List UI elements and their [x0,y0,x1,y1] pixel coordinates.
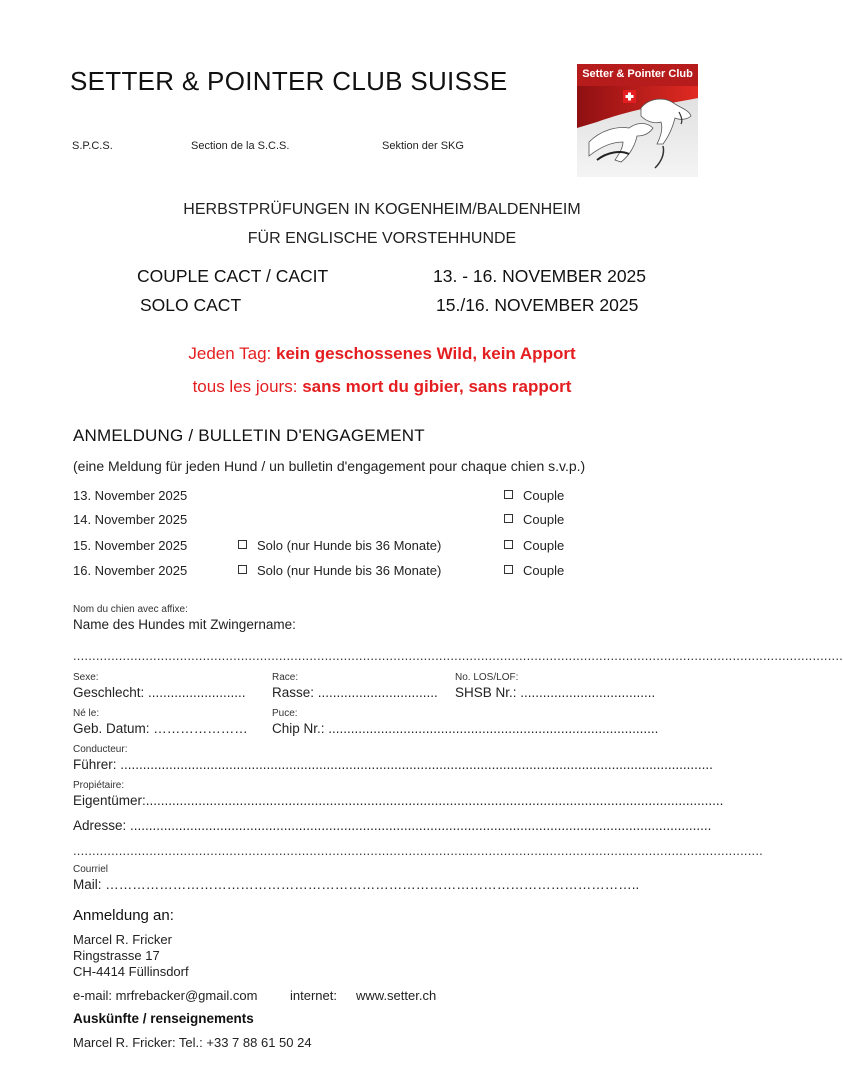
contact-street: Ringstrasse 17 [73,948,160,963]
driver-field[interactable]: Führer: .............................................................................................................................................................. [73,757,713,772]
born-label-fr: Né le: [73,708,100,719]
contact-city: CH-4414 Füllinsdorf [73,964,189,979]
checkbox-icon[interactable] [504,565,513,574]
couple-option-14[interactable] [504,512,564,527]
couple-option-13[interactable] [504,488,564,503]
day-date-13: 13. November 2025 [73,488,188,503]
address-field-line2[interactable]: ..................................................................................................................................................................................... [73,843,763,858]
event-title-line2: FÜR ENGLISCHE VORSTEHHUNDE [247,230,517,247]
couple-label: COUPLE CACT / CACIT [137,266,329,286]
sex-field[interactable]: Geschlecht: .......................... [73,685,246,700]
internet-label: internet: [290,988,337,1003]
dog-name-label-de: Name des Hundes mit Zwingername: [73,617,296,632]
club-title: SETTER & POINTER CLUB SUISSE [70,66,508,96]
registration-heading: ANMELDUNG / BULLETIN D'ENGAGEMENT [73,426,425,445]
couple-dates: 13. - 16. NOVEMBER 2025 [433,266,647,286]
section-de: Sektion der SKG [382,140,464,152]
event-title-line1: HERBSTPRÜFUNGEN IN KOGENHEIM/BALDENHEIM [183,201,581,218]
website-link[interactable]: www.setter.ch [356,988,437,1003]
owner-field[interactable]: Eigentümer:.......................................................................................................................................................... [73,793,724,808]
day-date-14: 14. November 2025 [73,512,188,527]
owner-label-fr: Propiétaire: [73,780,125,791]
solo-label: Solo (nur Hunde bis 36 Monate) [257,563,442,578]
contact-heading: Anmeldung an: [73,907,174,924]
club-abbrev: S.P.C.S. [72,140,113,152]
info-heading: Auskünfte / renseignements [73,1011,254,1026]
race-label-fr: Race: [272,672,299,683]
couple-option-16[interactable] [504,563,564,578]
registration-note: (eine Meldung für jeden Hund / un bulletin d'engagement pour chaque chien s.v.p.) [73,458,586,474]
setter-pointer-logo-icon [577,64,698,177]
couple-option-15[interactable] [504,538,564,553]
notice-fr [0,377,764,397]
race-field[interactable]: Rasse: ................................ [272,685,438,700]
notice-fr-prefix: tous les jours: [192,377,298,396]
birth-date-field[interactable]: Geb. Datum: ………………… [73,721,248,736]
sex-label-fr: Sexe: [73,672,99,683]
los-label-fr: No. LOS/LOF: [455,672,519,683]
shsb-field[interactable]: SHSB Nr.: .................................... [455,685,656,700]
mail-label-fr: Courriel [73,864,109,875]
checkbox-icon[interactable] [504,540,513,549]
checkbox-icon[interactable] [504,514,513,523]
notice-de [0,344,764,364]
couple-label: Couple [523,563,565,578]
section-fr: Section de la S.C.S. [191,140,290,152]
couple-label: Couple [523,538,565,553]
couple-label: Couple [523,512,565,527]
chip-label-fr: Puce: [272,708,298,719]
contact-email-link[interactable]: e-mail: mrfrebacker@gmail.com [73,988,258,1003]
solo-label: SOLO CACT [140,295,242,315]
dog-name-field[interactable]: .......................................................................................................................................................................................................... [73,648,843,663]
address-field[interactable]: Adresse: ........................................................................................................................................................... [73,818,712,833]
chip-field[interactable]: Chip Nr.: ........................................................................................ [272,721,659,736]
day-date-15: 15. November 2025 [73,538,188,553]
checkbox-icon[interactable] [238,565,247,574]
notice-de-prefix: Jeden Tag: [188,344,272,363]
notice-fr-bold: sans mort du gibier, sans rapport [302,377,572,396]
solo-label: Solo (nur Hunde bis 36 Monate) [257,538,442,553]
club-logo [577,64,698,177]
checkbox-icon[interactable] [504,490,513,499]
mail-field[interactable]: Mail: ……………………………………………………………………………………………………….. [73,877,640,892]
solo-dates: 15./16. NOVEMBER 2025 [436,295,639,315]
checkbox-icon[interactable] [238,540,247,549]
logo-text: Setter & Pointer Club [582,68,693,80]
solo-option-15[interactable] [238,538,441,553]
driver-label-fr: Conducteur: [73,744,128,755]
dog-name-label-fr: Nom du chien avec affixe: [73,604,188,615]
notice-de-bold: kein geschossenes Wild, kein Apport [275,344,576,363]
contact-name: Marcel R. Fricker [73,932,172,947]
couple-label: Couple [523,488,565,503]
day-date-16: 16. November 2025 [73,563,188,578]
info-phone: Marcel R. Fricker: Tel.: +33 7 88 61 50 24 [73,1035,312,1050]
solo-option-16[interactable] [238,563,441,578]
